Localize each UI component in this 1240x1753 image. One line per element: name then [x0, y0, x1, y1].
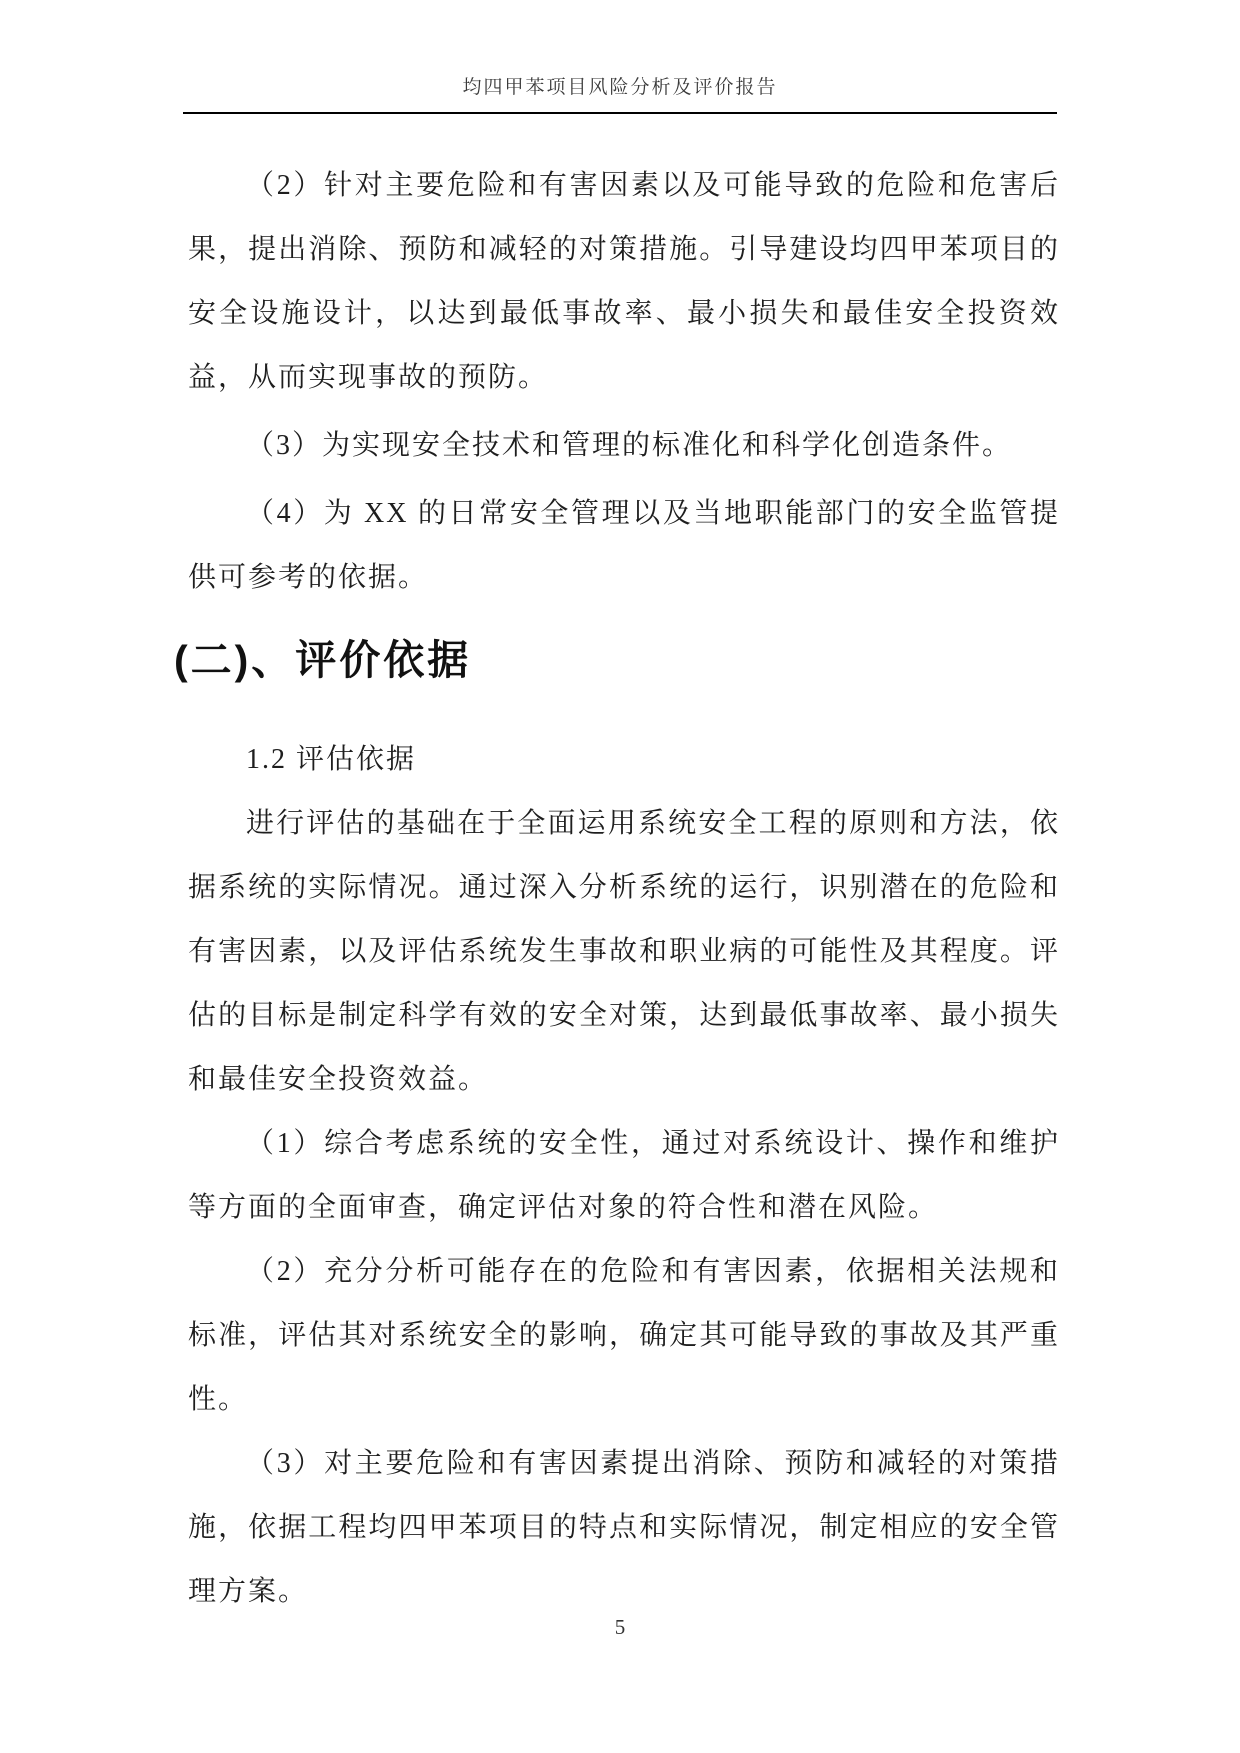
page-header: [0, 0, 1240, 114]
paragraph-item-4: （4）为 XX 的日常安全管理以及当地职能部门的安全监管提供可参考的依据。: [188, 498, 1060, 593]
page-number: 5: [614, 1615, 626, 1639]
paragraph-point-1: （1）综合考虑系统的安全性，通过对系统设计、操作和维护等方面的全面审查，确定评估对象的符合性和潜在风险。: [188, 1128, 1060, 1223]
paragraph-item-3: （3）为实现安全技术和管理的标准化和科学化创造条件。: [246, 430, 1013, 461]
paragraph-item-2: （2）针对主要危险和有害因素以及可能导致的危险和危害后果，提出消除、预防和减轻的对策措施。引导建设均四甲苯项目的安全设施设计，以达到最低事故率、最小损失和最佳安全投资效益，从而实现事故的预防。: [188, 170, 1060, 393]
subsection-heading: 1.2 评估依据: [246, 744, 417, 775]
section-heading: (二)、评价依据: [174, 637, 472, 683]
paragraph-point-3: （3）对主要危险和有害因素提出消除、预防和减轻的对策措施，依据工程均四甲苯项目的特点和实际情况，制定相应的安全管理方案。: [188, 1448, 1060, 1607]
header-rule: [183, 112, 1057, 114]
paragraph-point-2: （2）充分分析可能存在的危险和有害因素，依据相关法规和标准，评估其对系统安全的影响，确定其可能导致的事故及其严重性。: [188, 1256, 1060, 1415]
paragraph-evaluation-basis: 进行评估的基础在于全面运用系统安全工程的原则和方法，依据系统的实际情况。通过深入分析系统的运行，识别潜在的危险和有害因素，以及评估系统发生事故和职业病的可能性及其程度。评估的目标是制定科学有效的安全对策，达到最低事故率、最小损失和最佳安全投资效益。: [188, 808, 1060, 1095]
document-body: [174, 154, 1060, 1624]
section-content: [188, 728, 1060, 1624]
header-title: 均四甲苯项目风险分析及评价报告: [462, 77, 778, 98]
